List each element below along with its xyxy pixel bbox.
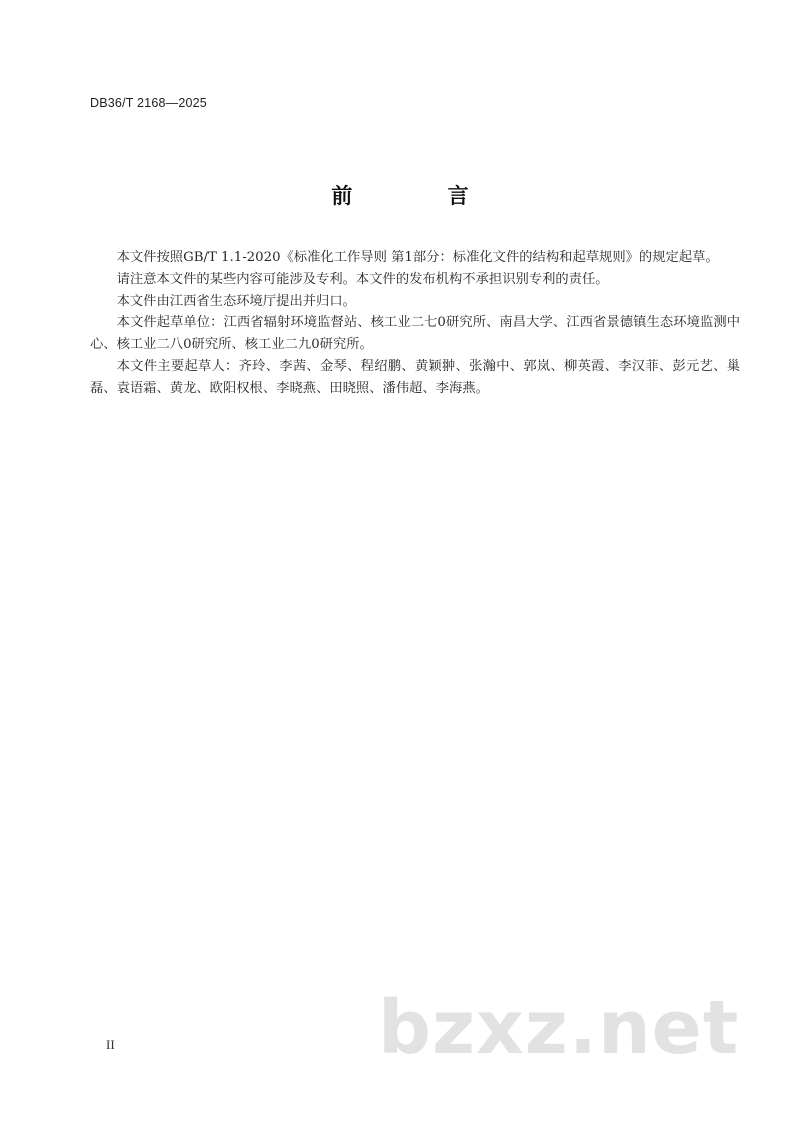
paragraph-proposer: 本文件由江西省生态环境厅提出并归口。 xyxy=(116,293,356,309)
paragraph-drafting-units: 本文件起草单位：江西省辐射环境监督站、核工业二七0研究所、南昌大学、江西省景德镇生态环境监测中心、核工业二八0研究所、核工业二九0研究所。 xyxy=(90,315,740,353)
paragraph-drafting-rules: 本文件按照GB/T 1.1-2020《标准化工作导则 第1部分：标准化文件的结构和起草规则》的规定起草。 xyxy=(116,250,719,265)
paragraph-drafters: 本文件主要起草人：齐玲、李茜、金琴、程绍鹏、黄颖翀、张瀚中、郭岚、柳英霞、李汉菲、彭元艺、巢磊、袁语霜、黄龙、欧阳权根、李晓燕、田晓照、潘伟超、李海燕。 xyxy=(90,358,740,396)
watermark: bzxz.net xyxy=(378,985,740,1071)
page-number: II xyxy=(106,1037,115,1052)
document-code: DB36/T 2168—2025 xyxy=(90,96,207,110)
page-title: 前 言 xyxy=(331,184,513,208)
foreword-body xyxy=(90,247,740,400)
paragraph-patent-notice: 请注意本文件的某些内容可能涉及专利。本文件的发布机构不承担识别专利的责任。 xyxy=(116,271,609,287)
